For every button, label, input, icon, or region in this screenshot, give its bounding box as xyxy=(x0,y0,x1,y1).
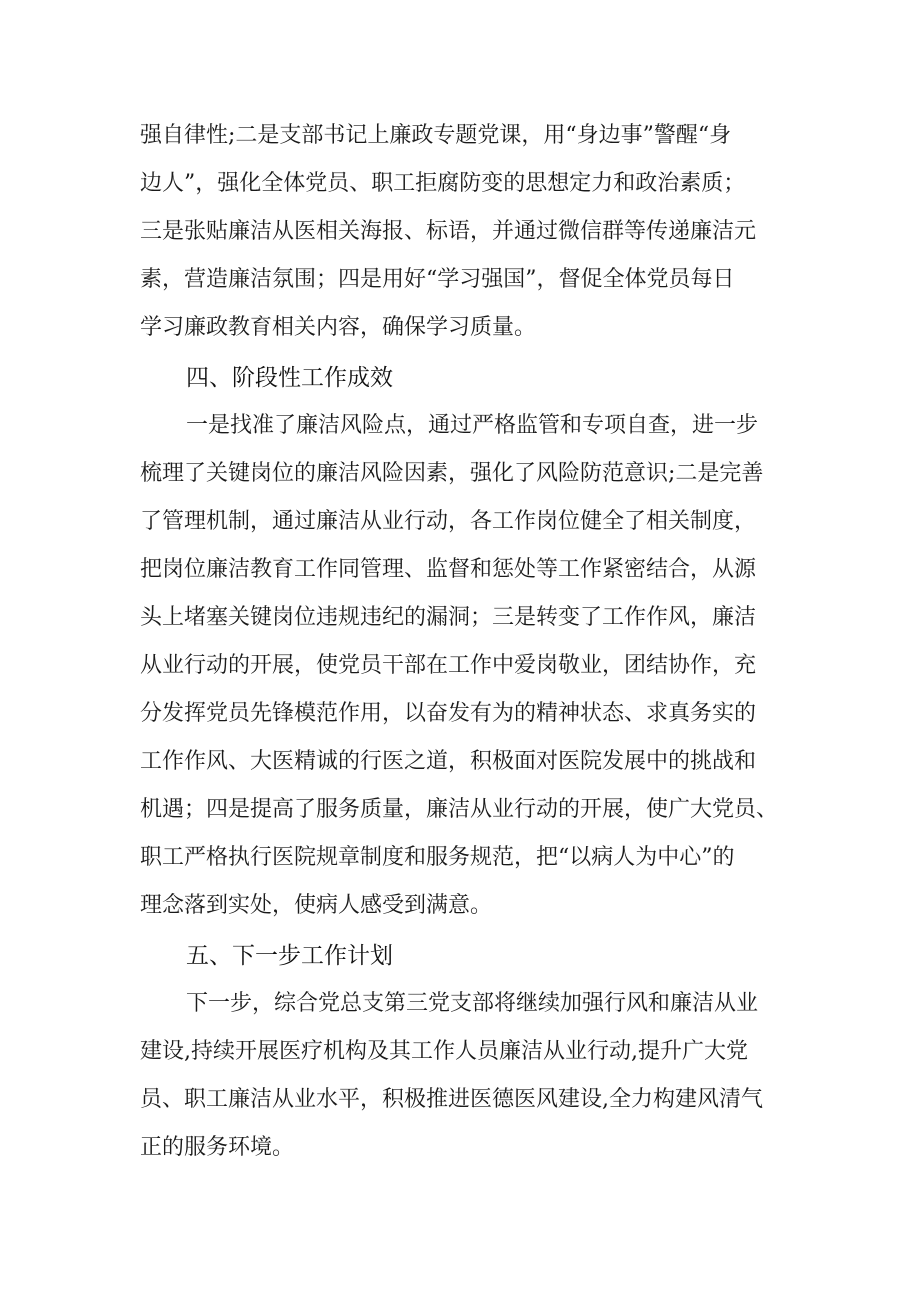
paragraph-line: 素，营造廉洁氛围；四是用好“学习强国”，督促全体党员每日 xyxy=(140,267,735,292)
paragraph-line: 头上堵塞关键岗位违规违纪的漏洞；三是转变了工作作风，廉洁 xyxy=(140,605,757,630)
paragraph-line: 三是张贴廉洁从医相关海报、标语，并通过微信群等传递廉洁元 xyxy=(140,219,757,244)
paragraph-line: 分发挥党员先锋模范作用，以奋发有为的精神状态、求真务实的 xyxy=(140,701,757,726)
paragraph-line: 梳理了关键岗位的廉洁风险因素，强化了风险防范意识;二是完善 xyxy=(140,461,764,486)
paragraph-line: 了管理机制，通过廉洁从业行动，各工作岗位健全了相关制度， xyxy=(140,509,757,534)
paragraph-line: 建设,持续开展医疗机构及其工作人员廉洁从业行动,提升广大党 xyxy=(140,1039,748,1064)
paragraph-line: 学习廉政教育相关内容，确保学习质量。 xyxy=(140,315,537,340)
paragraph-line: 把岗位廉洁教育工作同管理、监督和惩处等工作紧密结合，从源 xyxy=(140,557,757,582)
paragraph-line: 边人”，强化全体党员、职工拒腐防变的思想定力和政治素质； xyxy=(140,171,746,196)
paragraph-line: 正的服务环境。 xyxy=(140,1135,295,1160)
section-heading-4: 四、阶段性工作成效 xyxy=(186,365,393,391)
paragraph-line: 强自律性;二是支部书记上廉政专题党课，用“身边事”警醒“身 xyxy=(140,123,732,148)
paragraph-line: 工作作风、大医精诚的行医之道，积极面对医院发展中的挑战和 xyxy=(140,749,757,774)
paragraph-line: 一是找准了廉洁风险点，通过严格监管和专项自查，进一步 xyxy=(186,413,759,438)
paragraph-line: 机遇；四是提高了服务质量，廉洁从业行动的开展，使广大党员、 xyxy=(140,797,779,822)
paragraph-line: 下一步，综合党总支第三党支部将继续加强行风和廉洁从业 xyxy=(186,991,759,1016)
paragraph-line: 从业行动的开展，使党员干部在工作中爱岗敬业，团结协作，充 xyxy=(140,653,757,678)
section-heading-5: 五、下一步工作计划 xyxy=(186,943,393,969)
paragraph-line: 职工严格执行医院规章制度和服务规范，把“以病人为中心”的 xyxy=(140,845,735,870)
paragraph-line: 员、职工廉洁从业水平，积极推进医德医风建设,全力构建风清气 xyxy=(140,1087,763,1112)
paragraph-line: 理念落到实处，使病人感受到满意。 xyxy=(140,893,493,918)
